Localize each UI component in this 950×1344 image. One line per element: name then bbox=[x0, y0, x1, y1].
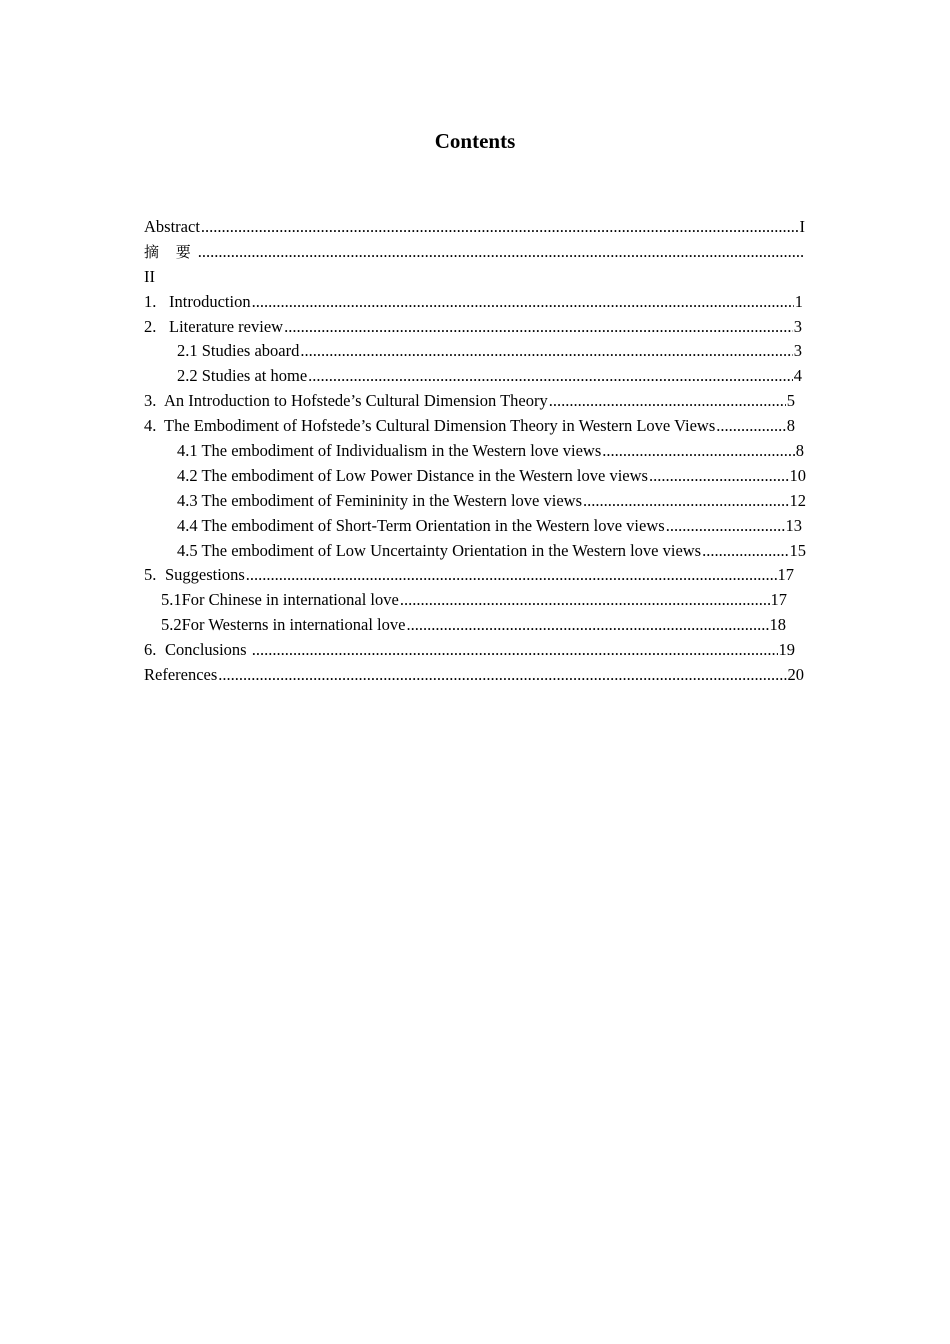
toc-leader-dots bbox=[252, 290, 794, 315]
toc-entry-page: 8 bbox=[786, 416, 795, 436]
toc-entry-for-chinese[interactable] bbox=[161, 588, 787, 613]
toc-entry-page: 19 bbox=[778, 640, 795, 660]
toc-entry-page: 4 bbox=[793, 366, 802, 386]
toc-entry-label: 5.2For Westerns in international love bbox=[161, 615, 406, 635]
toc-entry-chinese-abstract[interactable] bbox=[144, 240, 805, 265]
toc-entry-label: An Introduction to Hofstede’s Cultural Dimension Theory bbox=[164, 391, 548, 411]
toc-entry-number: 2. bbox=[144, 316, 157, 336]
toc-leader-dots bbox=[702, 539, 788, 564]
toc-entry-label: 4.4 The embodiment of Short-Term Orientation in the Western love views bbox=[177, 515, 665, 535]
toc-leader-dots bbox=[198, 240, 804, 265]
toc-entry-introduction[interactable] bbox=[144, 290, 803, 315]
toc-entry-page: 13 bbox=[785, 515, 802, 535]
toc-entry-page: 1 bbox=[794, 291, 803, 311]
page-title: Contents bbox=[434, 129, 516, 153]
toc-entry-studies-aboard[interactable] bbox=[177, 339, 802, 364]
toc-entry-label: 2.2 Studies at home bbox=[177, 366, 308, 386]
toc-leader-dots bbox=[308, 364, 793, 389]
toc-entry-abstract[interactable] bbox=[144, 215, 805, 240]
toc-leader-dots bbox=[400, 588, 770, 613]
toc-leader-dots bbox=[583, 489, 789, 514]
toc-leader-dots bbox=[300, 339, 792, 364]
toc-entry-label: Conclusions bbox=[165, 640, 251, 660]
toc-entry-label: 4.2 The embodiment of Low Power Distance in the Western love views bbox=[177, 465, 648, 485]
toc-entry-page: I bbox=[799, 217, 805, 236]
toc-entry-hofstede-introduction[interactable] bbox=[144, 389, 795, 414]
toc-entry-label: 4.3 The embodiment of Femininity in the Western love views bbox=[177, 490, 582, 510]
toc-entry-label: Suggestions bbox=[165, 565, 245, 585]
toc-leader-dots bbox=[201, 215, 799, 240]
toc-entry-page: 12 bbox=[789, 490, 806, 510]
toc-entry-page: 3 bbox=[793, 316, 802, 336]
toc-entry-suggestions[interactable] bbox=[144, 563, 794, 588]
toc-entry-page: 17 bbox=[770, 590, 787, 610]
toc-entry-studies-at-home[interactable] bbox=[177, 364, 802, 389]
toc-entry-page: 17 bbox=[777, 565, 794, 585]
toc-leader-dots bbox=[716, 414, 785, 439]
toc-entry-page: 20 bbox=[787, 665, 804, 685]
toc-entry-label: 摘 要 bbox=[144, 242, 197, 261]
toc-entry-label: 5.1For Chinese in international love bbox=[161, 590, 399, 610]
toc-entry-number: 3. bbox=[144, 391, 157, 411]
toc-entry-label: Introduction bbox=[169, 291, 251, 311]
toc-entry-label: Literature review bbox=[169, 316, 284, 336]
toc-entry-label: 4.5 The embodiment of Low Uncertainty Orientation in the Western love views bbox=[177, 540, 702, 560]
toc-entry-individualism[interactable] bbox=[177, 439, 804, 464]
toc-entry-label: Abstract bbox=[144, 217, 200, 236]
toc-leader-dots bbox=[602, 439, 795, 464]
toc-leader-dots bbox=[246, 563, 777, 588]
toc-entry-label: 4.1 The embodiment of Individualism in the Western love views bbox=[177, 441, 602, 461]
toc-entry-literature-review[interactable] bbox=[144, 315, 802, 340]
toc-entry-page: 10 bbox=[789, 465, 806, 485]
toc-entry-page: 5 bbox=[786, 391, 795, 411]
toc-entry-uncertainty-orientation[interactable] bbox=[177, 539, 806, 564]
toc-entry-conclusions[interactable] bbox=[144, 638, 795, 663]
toc-entry-power-distance[interactable] bbox=[177, 464, 806, 489]
toc-entry-for-westerns[interactable] bbox=[161, 613, 786, 638]
toc-leader-dots bbox=[549, 389, 786, 414]
toc-leader-dots bbox=[666, 514, 785, 539]
toc-entry-page: 15 bbox=[789, 540, 806, 560]
toc-entry-label: References bbox=[144, 665, 218, 685]
toc-entry-references[interactable] bbox=[144, 663, 804, 688]
toc-entry-page-continuation: II bbox=[144, 266, 155, 286]
toc-entry-femininity[interactable] bbox=[177, 489, 806, 514]
toc-leader-dots bbox=[252, 638, 778, 663]
toc-entry-page: 3 bbox=[793, 341, 802, 361]
toc-leader-dots bbox=[218, 663, 786, 688]
toc-entry-page: 8 bbox=[795, 441, 804, 461]
toc-entry-number: 1. bbox=[144, 291, 157, 311]
toc-entry-page: 18 bbox=[769, 615, 786, 635]
table-of-contents bbox=[144, 215, 824, 688]
toc-leader-dots bbox=[649, 464, 789, 489]
toc-entry-hofstede-embodiment[interactable] bbox=[144, 414, 795, 439]
toc-entry-number: 4. bbox=[144, 416, 157, 436]
toc-entry-label: 2.1 Studies aboard bbox=[177, 341, 300, 361]
toc-entry-short-term-orientation[interactable] bbox=[177, 514, 802, 539]
toc-entry-number: 5. bbox=[144, 565, 157, 585]
toc-entry-number: 6. bbox=[144, 640, 157, 660]
toc-leader-dots bbox=[406, 613, 768, 638]
toc-entry-label: The Embodiment of Hofstede’s Cultural Dimension Theory in Western Love Views bbox=[164, 416, 716, 436]
toc-leader-dots bbox=[284, 315, 793, 340]
